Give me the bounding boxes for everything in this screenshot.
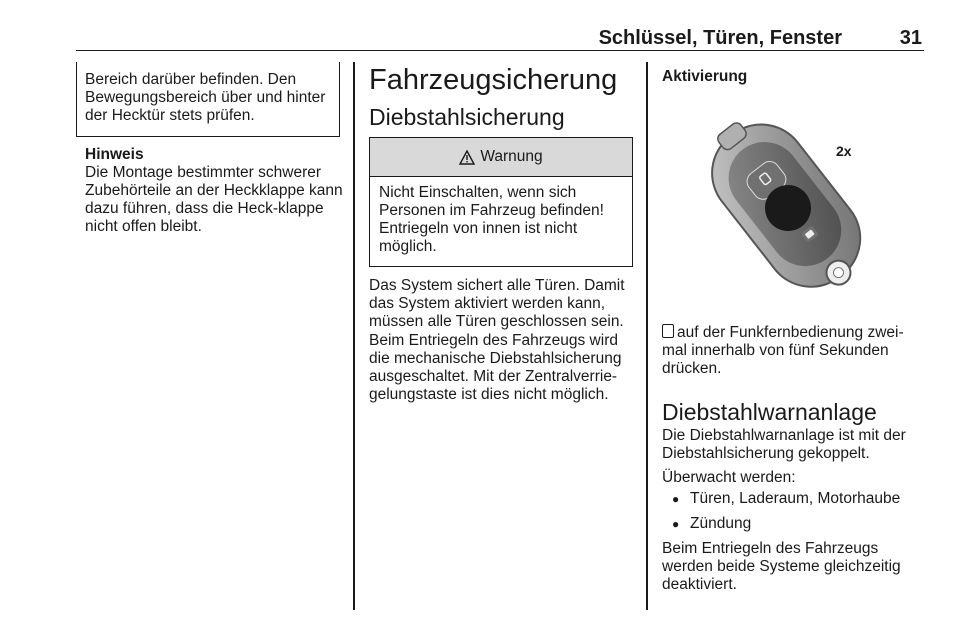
key-fob-illustration [700, 108, 876, 306]
warning-box [369, 137, 633, 267]
page-number: 31 [899, 27, 922, 49]
paragraph: Das System sichert alle Türen. Damit das System aktiviert werden kann, müssen alle Türen geschlossen sein. [369, 277, 625, 330]
continued-text: Bereich darüber befinden. Den Bewegungsbereich über und hinter der Hecktür stets prüfen. [85, 71, 326, 124]
section-title: Fahrzeugsicherung [369, 64, 618, 96]
note-text: Die Montage bestimmter schwerer Zubehörteile an der Heckklappe kann dazu führen, dass die Heck-klappe nicht offen bleibt. [85, 164, 343, 235]
activation-instruction: auf der Funkfernbedienung zwei-mal innerhalb von fünf Sekunden drücken. [662, 324, 904, 377]
activation-title: Aktivierung [662, 68, 748, 85]
chapter-title: Schlüssel, Türen, Fenster [598, 27, 842, 49]
lock-icon [662, 324, 674, 338]
alarm-title: Diebstahlwarnanlage [662, 399, 877, 425]
warning-title: Warnung [480, 148, 543, 165]
list-item: ● Türen, Laderaum, Motorhaube [662, 490, 924, 508]
list-item: ● Zündung [662, 515, 924, 533]
figure-label: 2x [836, 143, 852, 159]
warning-text: Nicht Einschalten, wenn sich Personen im Fahrzeug befinden! Entriegeln von innen ist nicht möglich. [379, 184, 604, 255]
monitored-list [662, 490, 924, 540]
column-divider [646, 62, 648, 610]
warning-triangle-icon [459, 150, 475, 165]
monitored-intro: Überwacht werden: [662, 469, 796, 486]
column-divider [353, 62, 355, 610]
subsection-title: Diebstahlsicherung [369, 104, 565, 130]
page-header [76, 20, 924, 51]
unlock-text: Beim Entriegeln des Fahrzeugs werden beide Systeme gleichzeitig deaktiviert. [662, 540, 901, 593]
activation-text [662, 323, 924, 378]
note-title: Hinweis [85, 146, 144, 163]
continued-warning-box [76, 62, 340, 137]
alarm-text: Die Diebstahlwarnanlage ist mit der Diebstahlsicherung gekoppelt. [662, 427, 906, 462]
paragraph: Beim Entriegeln des Fahrzeugs wird die mechanische Diebstahlsicherung ausgeschaltet. Mit der Zentralverrie-gelungstaste ist dies nicht möglich. [369, 332, 622, 403]
warning-header [370, 138, 632, 177]
